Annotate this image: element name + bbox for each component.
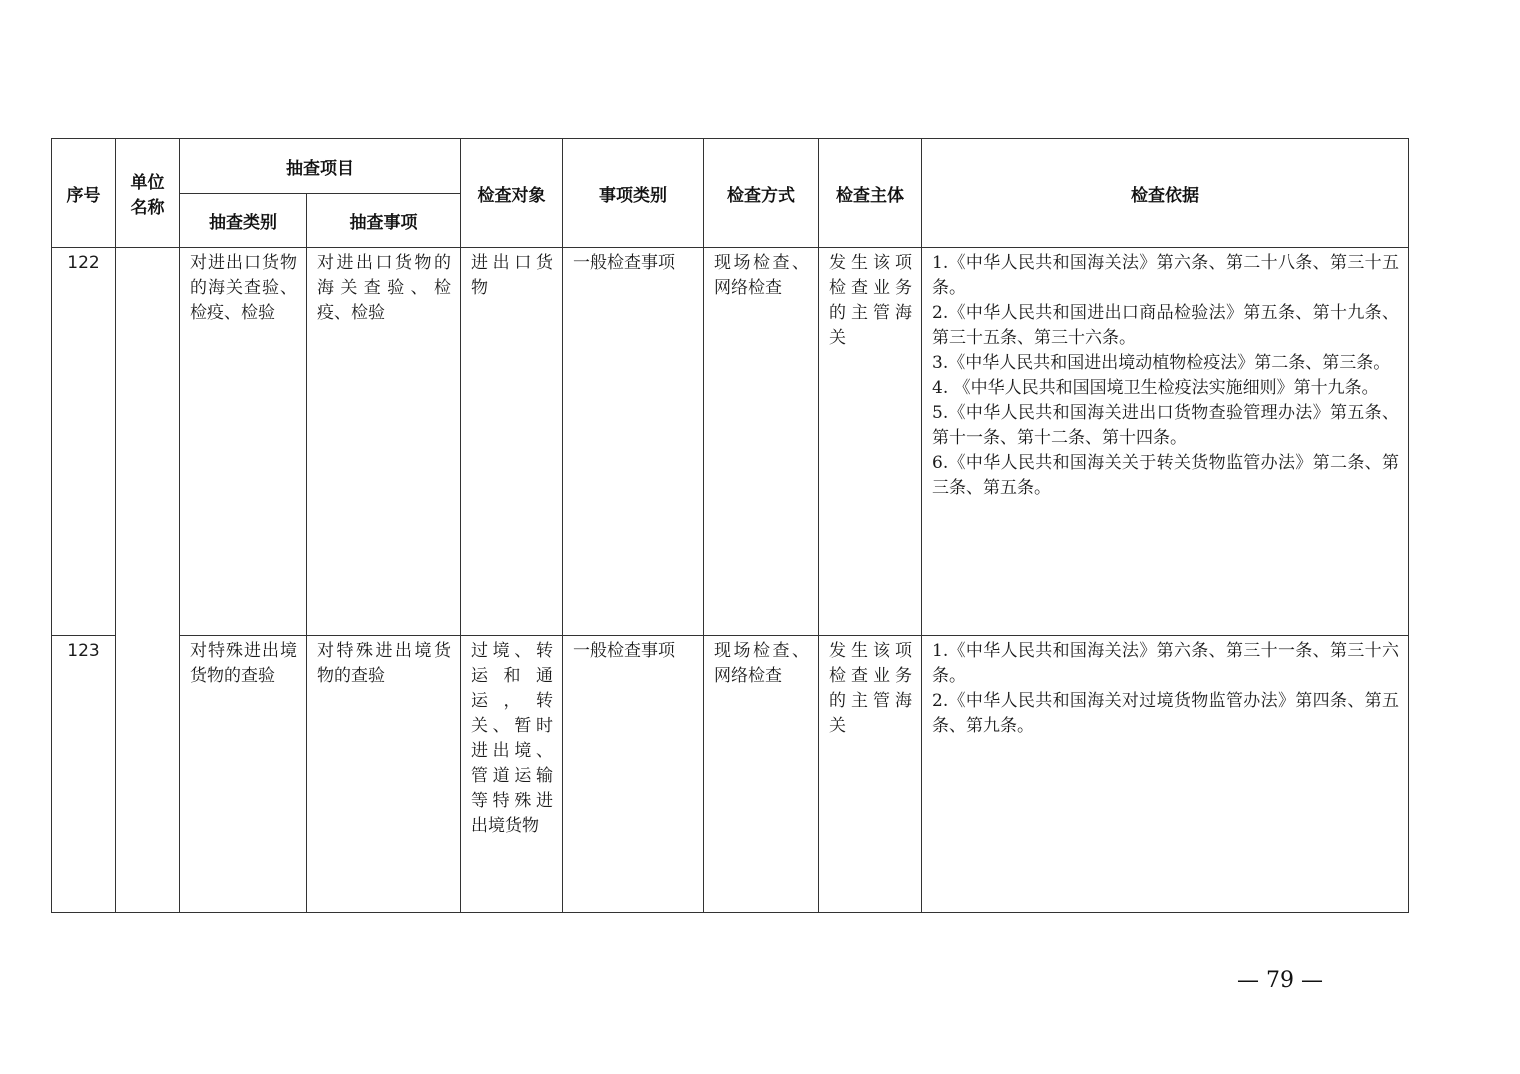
- row-check-basis: [922, 248, 1409, 636]
- basis-item: 2.《中华人民共和国海关对过境货物监管办法》第四条、第五条、第九条。: [932, 691, 1399, 736]
- row-seq: 123: [52, 636, 116, 913]
- row-check-method: 现场检查、网络检查: [704, 636, 819, 913]
- basis-item: 1.《中华人民共和国海关法》第六条、第二十八条、第三十五条。: [932, 253, 1399, 298]
- basis-item: 2.《中华人民共和国进出口商品检验法》第五条、第十九条、第三十五条、第三十六条。: [932, 303, 1399, 348]
- header-check-object: 检查对象: [461, 139, 563, 248]
- row-spot-category: 对特殊进出境货物的查验: [180, 636, 307, 913]
- page-number: — 79 —: [1237, 968, 1323, 993]
- row-check-basis: [922, 636, 1409, 913]
- row-check-object: 过境、转运和通运，转关、暂时进出境、管道运输等特殊进出境货物: [461, 636, 563, 913]
- basis-item: 4. 《中华人民共和国国境卫生检疫法实施细则》第十九条。: [932, 378, 1379, 398]
- row-unit: [116, 248, 180, 913]
- row-item-type: 一般检查事项: [563, 636, 704, 913]
- row-spot-category: 对进出口货物的海关查验、检疫、检验: [180, 248, 307, 636]
- header-check-basis: 检查依据: [922, 139, 1409, 248]
- header-check-subject: 检查主体: [819, 139, 922, 248]
- header-row: [52, 139, 1409, 194]
- header-seq: 序号: [52, 139, 116, 248]
- basis-item: 6.《中华人民共和国海关关于转关货物监管办法》第二条、第三条、第五条。: [932, 453, 1399, 498]
- row-check-object: 进出口货物: [461, 248, 563, 636]
- table-row: [52, 636, 1409, 913]
- header-spot-items: 抽查项目: [180, 139, 461, 194]
- header-spot-matter: 抽查事项: [307, 194, 461, 248]
- row-check-method: 现场检查、网络检查: [704, 248, 819, 636]
- row-spot-matter: 对进出口货物的海关查验、检疫、检验: [307, 248, 461, 636]
- row-check-subject: 发生该项检查业务的主管海关: [819, 636, 922, 913]
- basis-item: 5.《中华人民共和国海关进出口货物查验管理办法》第五条、第十一条、第十二条、第十四条。: [932, 403, 1399, 448]
- header-check-method: 检查方式: [704, 139, 819, 248]
- row-seq: 122: [52, 248, 116, 636]
- table-row: [52, 248, 1409, 636]
- inspection-table: [51, 138, 1409, 913]
- header-spot-category: 抽查类别: [180, 194, 307, 248]
- row-check-subject: 发生该项检查业务的主管海关: [819, 248, 922, 636]
- basis-item: 3.《中华人民共和国进出境动植物检疫法》第二条、第三条。: [932, 353, 1391, 373]
- header-unit: 单位名称: [116, 139, 180, 248]
- row-item-type: 一般检查事项: [563, 248, 704, 636]
- header-item-type: 事项类别: [563, 139, 704, 248]
- row-spot-matter: 对特殊进出境货物的查验: [307, 636, 461, 913]
- basis-item: 1.《中华人民共和国海关法》第六条、第三十一条、第三十六条。: [932, 641, 1399, 686]
